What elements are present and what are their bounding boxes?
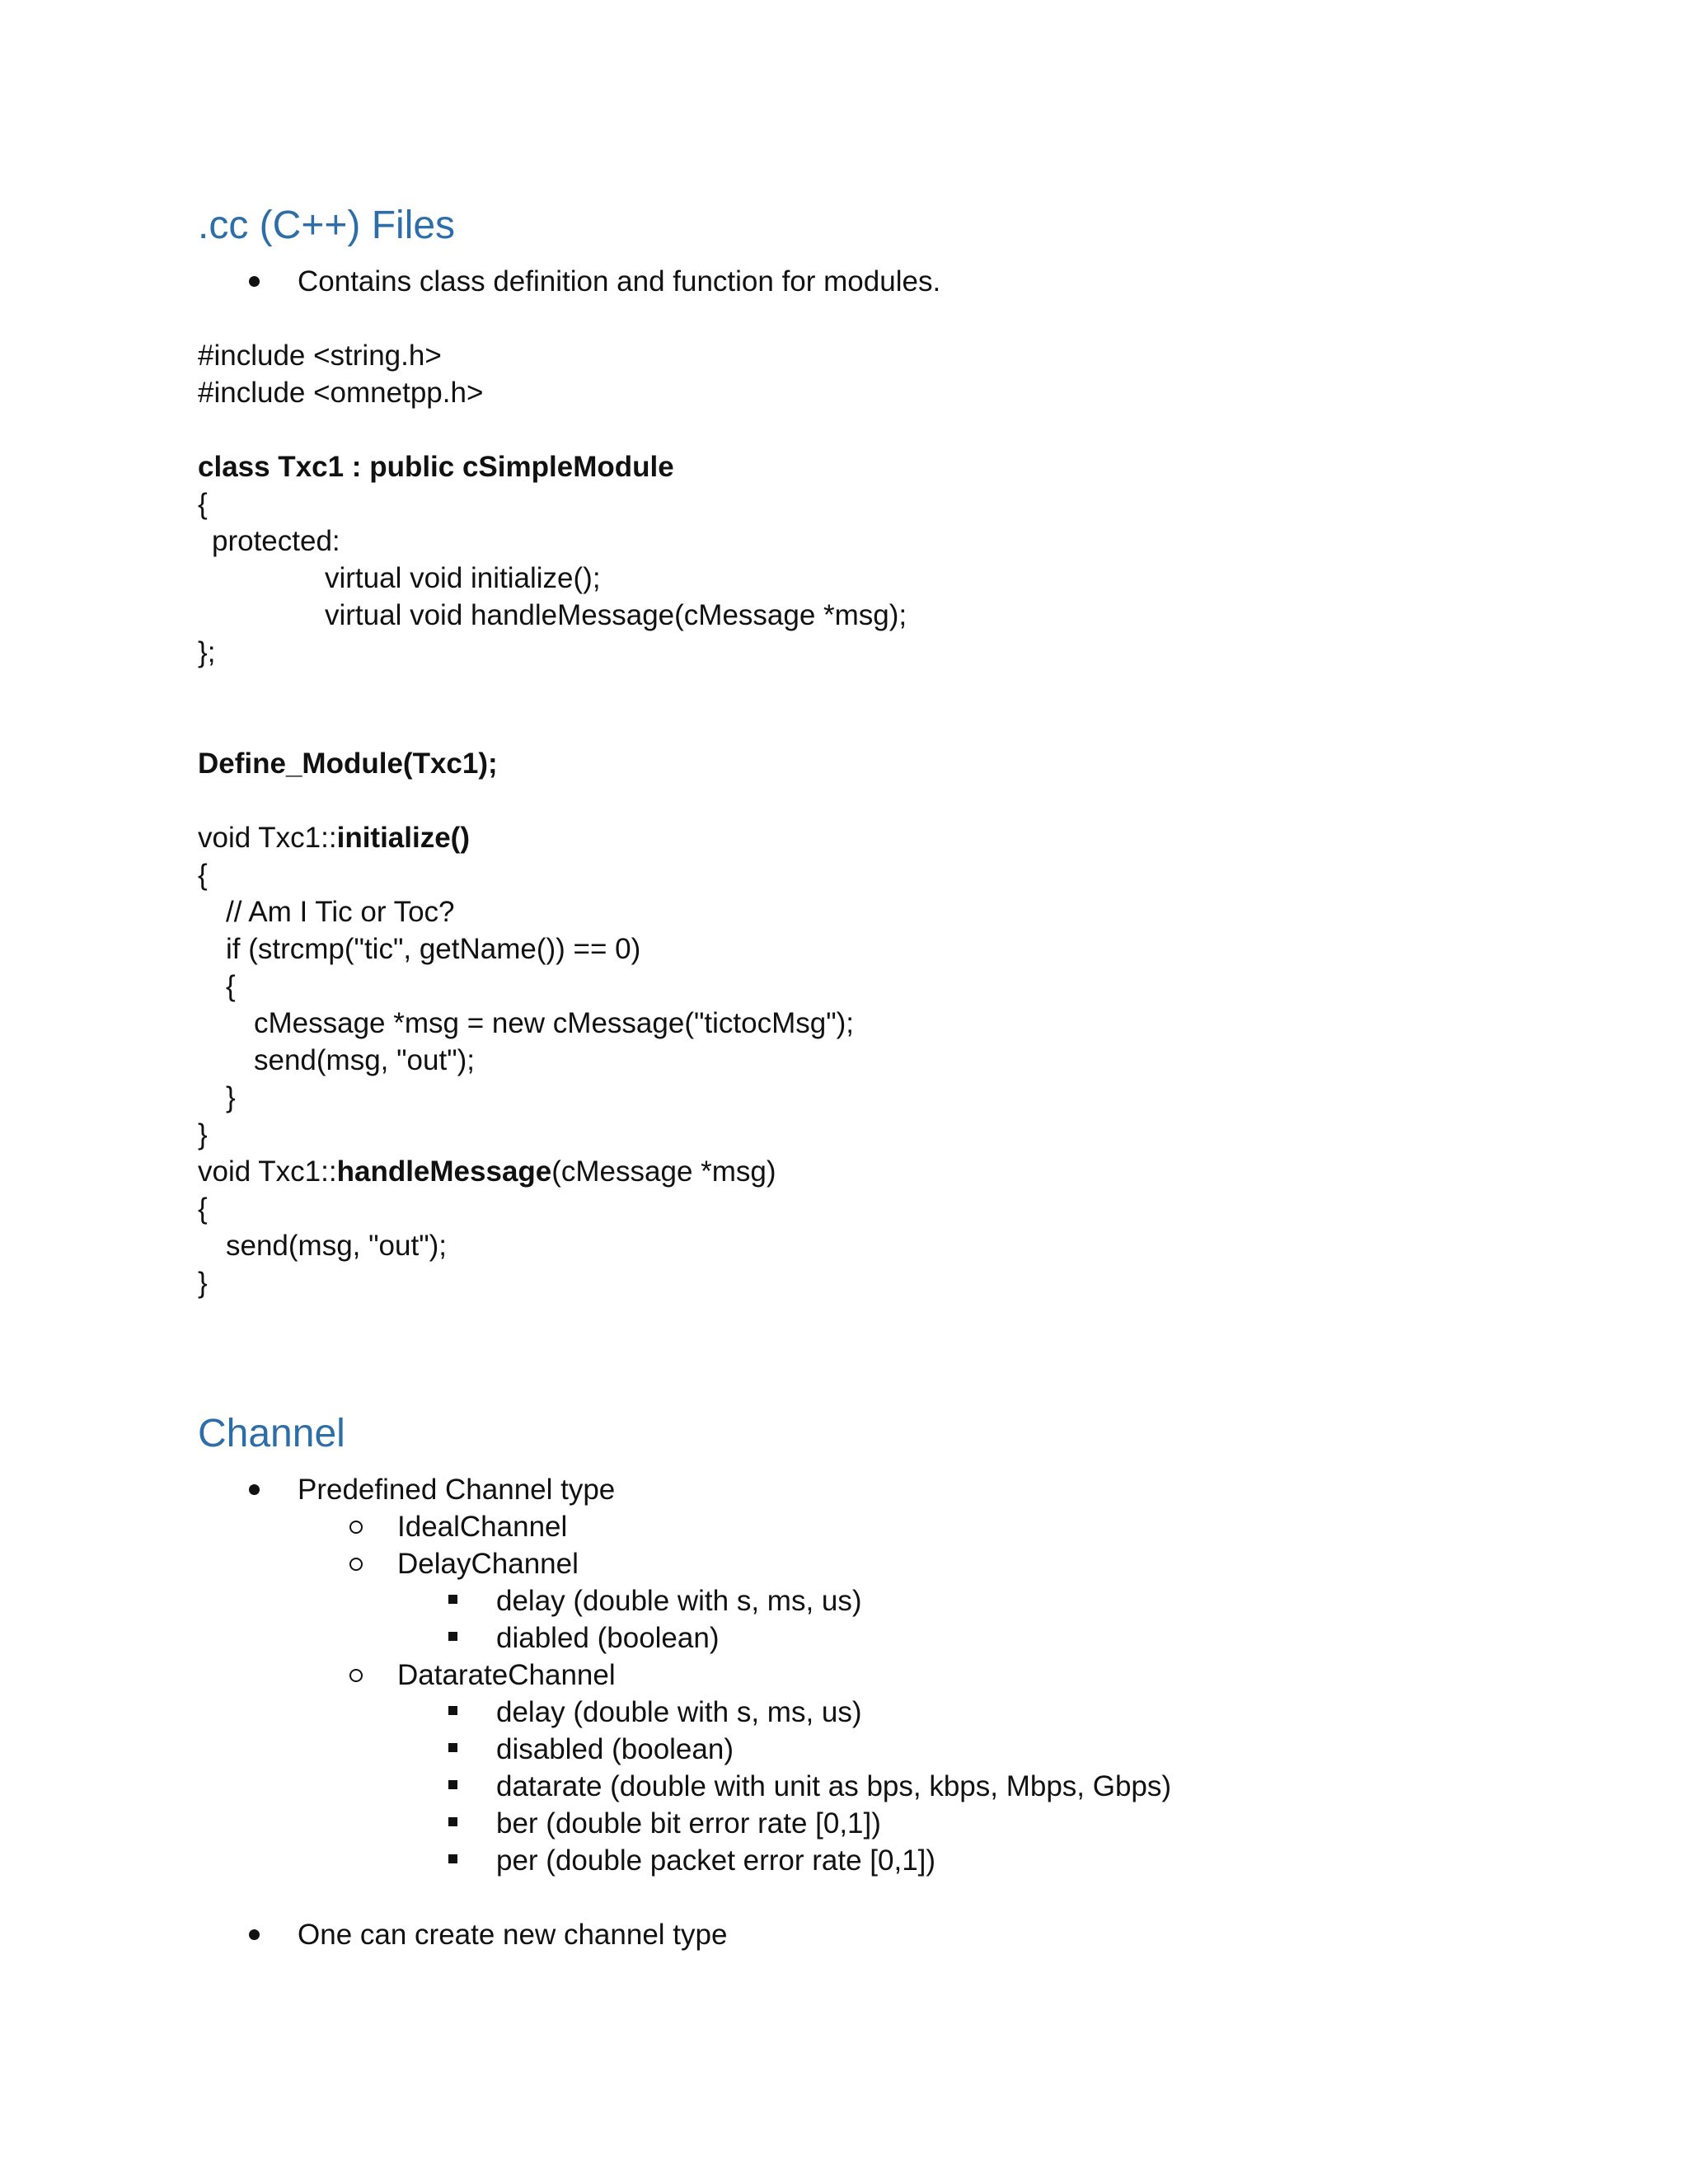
code-handle-open-brace: { <box>198 1193 208 1225</box>
cc-description: Contains class definition and function for modules. <box>298 265 941 298</box>
channel-delay: DelayChannel <box>397 1548 579 1580</box>
section-heading-channel: Channel <box>198 1412 345 1455</box>
datarate-item-delay: delay (double with s, ms, us) <box>496 1696 862 1728</box>
channel-predefined-types: Predefined Channel type <box>298 1474 616 1506</box>
code-virtual-initialize: virtual void initialize(); <box>325 562 601 594</box>
code-handle-suffix: (cMessage *msg) <box>551 1155 776 1188</box>
bullet-circle-icon <box>349 1521 363 1534</box>
code-send-first: send(msg, "out"); <box>254 1044 476 1076</box>
code-handle-name: handleMessage <box>336 1155 552 1188</box>
code-initialize-open-brace: { <box>198 859 208 891</box>
code-include-string: #include <string.h> <box>198 340 442 372</box>
code-protected: protected: <box>212 525 340 557</box>
code-handle-close-brace: } <box>198 1267 208 1299</box>
bullet-square-icon <box>448 1780 457 1789</box>
delay-item-delay: delay (double with s, ms, us) <box>496 1585 862 1617</box>
bullet-disc-icon <box>249 1929 260 1940</box>
delay-item-disabled: diabled (boolean) <box>496 1622 720 1654</box>
bullet-circle-icon <box>349 1669 363 1682</box>
section-heading-cc-files: .cc (C++) Files <box>198 204 456 247</box>
bullet-disc-icon <box>249 276 260 287</box>
code-include-omnetpp: #include <omnetpp.h> <box>198 377 484 409</box>
code-new-message: cMessage *msg = new cMessage("tictocMsg"); <box>254 1007 855 1039</box>
datarate-item-disabled: disabled (boolean) <box>496 1733 734 1765</box>
bullet-square-icon <box>448 1743 457 1752</box>
code-if-open-brace: { <box>226 970 236 1002</box>
channel-create-new-type: One can create new channel type <box>298 1919 728 1951</box>
code-initialize-name: initialize() <box>336 822 470 854</box>
bullet-disc-icon <box>249 1484 260 1495</box>
code-class-close: }; <box>198 636 216 668</box>
code-virtual-handle-message: virtual void handleMessage(cMessage *msg); <box>325 599 907 631</box>
channel-datarate: DatarateChannel <box>397 1659 616 1691</box>
datarate-item-datarate: datarate (double with unit as bps, kbps, Mbps, Gbps) <box>496 1770 1172 1802</box>
code-if-close-brace: } <box>226 1081 236 1113</box>
code-if-statement: if (strcmp("tic", getName()) == 0) <box>226 933 641 965</box>
bullet-square-icon <box>448 1595 457 1604</box>
code-handle-message-signature <box>198 1157 776 1186</box>
bullet-square-icon <box>448 1854 457 1863</box>
code-send-second: send(msg, "out"); <box>226 1230 448 1262</box>
code-class-open-brace: { <box>198 488 208 520</box>
code-comment: // Am I Tic or Toc? <box>226 896 455 928</box>
bullet-square-icon <box>448 1632 457 1641</box>
code-initialize-close-brace: } <box>198 1118 208 1151</box>
bullet-square-icon <box>448 1817 457 1826</box>
bullet-square-icon <box>448 1706 457 1715</box>
code-initialize-prefix: void Txc1:: <box>198 822 337 854</box>
datarate-item-ber: ber (double bit error rate [0,1]) <box>496 1807 881 1840</box>
bullet-circle-icon <box>349 1558 363 1571</box>
code-class-declaration: class Txc1 : public cSimpleModule <box>198 451 674 483</box>
datarate-item-per: per (double packet error rate [0,1]) <box>496 1844 936 1877</box>
code-handle-prefix: void Txc1:: <box>198 1155 337 1188</box>
code-initialize-signature <box>198 823 470 852</box>
channel-ideal: IdealChannel <box>397 1511 568 1543</box>
code-define-module: Define_Module(Txc1); <box>198 748 498 780</box>
